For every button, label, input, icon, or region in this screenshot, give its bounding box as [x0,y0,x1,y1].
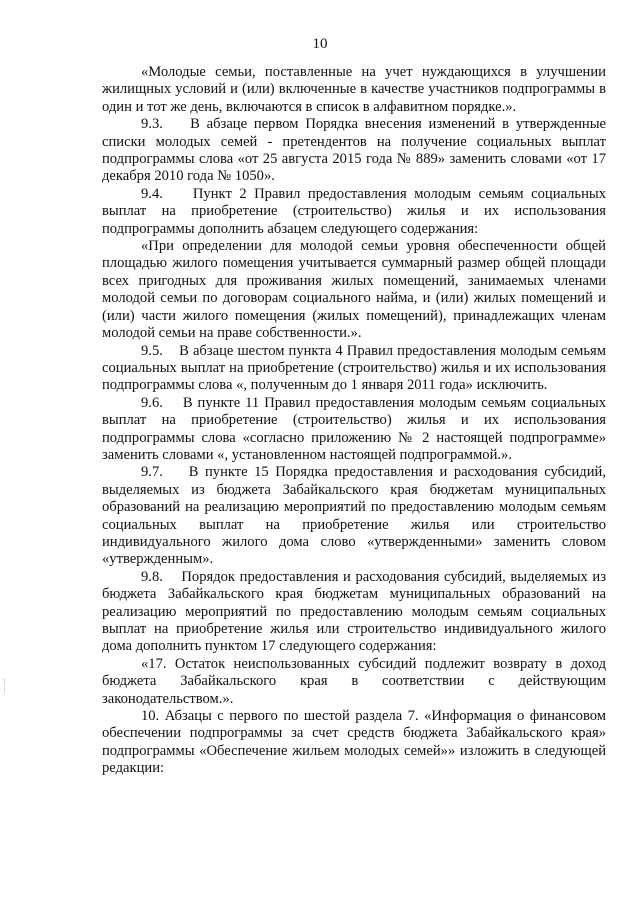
paragraph-9-5: 9.5. В абзаце шестом пункта 4 Правил предоставления молодым семьям социальных выплат на приобретение (строительство) жилья и их использования подпрограммы слова «, полученным до 1 января 2011 года» исключить. [102,342,606,394]
paragraph-9-8: 9.8. Порядок предоставления и расходования субсидий, выделяемых из бюджета Забайкальского края бюджетам муниципальных образований на реализацию мероприятий по предоставлению молодым семьям социальных выплат на приобретение жилья или строительство индивидуального жилого дома дополнить пунктом 17 следующего содержания: [102,568,606,655]
paragraph-9-7: 9.7. В пункте 15 Порядка предоставления и расходования субсидий, выделяемых из бюджета Забайкальского края бюджетам муниципальных образований на реализацию мероприятий по предоставлению молодым семьям социальных выплат на приобретение жилья или строительство индивидуального жилого дома слово «утвержденными» заменить словом «утвержденным». [102,464,606,568]
paragraph-quote-alphabetical-order: «Молодые семьи, поставленные на учет нуждающихся в улучшении жилищных условий и (или) включенные в качестве участников подпрограммы в один и тот же день, включаются в список в алфавитном порядке.». [102,64,606,115]
document-body [102,64,606,778]
paragraph-9-4: 9.4. Пункт 2 Правил предоставления молодым семьям социальных выплат на приобретение (строительство) жилья и их использования подпрограммы дополнить абзацем следующего содержания: [102,185,606,237]
scan-margin-mark [4,679,7,693]
paragraph-9-3: 9.3. В абзаце первом Порядка внесения изменений в утвержденные списки молодых семей - претендентов на получение социальных выплат подпрограммы слова «от 25 августа 2015 года № 889» заменить словами «от 17 декабря 2010 года № 1050». [102,116,606,185]
page-number: 10 [312,36,328,52]
paragraph-9-6: 9.6. В пункте 11 Правил предоставления молодым семьям социальных выплат на приобретение (строительство) жилья и их использования подпрограммы слова «согласно приложению № 2 настоящей подпрограмме» заменить словами «, установленном настоящей подпрограммой.». [102,394,606,463]
paragraph-10: 10. Абзацы с первого по шестой раздела 7. «Информация о финансовом обеспечении подпрограммы за счет средств бюджета Забайкальского края» подпрограммы «Обеспечение жильем молодых семей»» изложить в следующей редакции: [102,708,606,777]
paragraph-quote-item-17: «17. Остаток неиспользованных субсидий подлежит возврату в доход бюджета Забайкальского края в соответствии с действующим законодательством.». [102,655,606,707]
paragraph-quote-area-calculation: «При определении для молодой семьи уровня обеспеченности общей площадью жилого помещения учитывается суммарный размер общей площади всех пригодных для проживания жилых помещений, занимаемых членами молодой семьи по договорам социального найма, и (или) жилых помещений и (или) части жилого помещения (жилых помещений), принадлежащих членам молодой семьи на праве собственности.». [102,238,606,342]
